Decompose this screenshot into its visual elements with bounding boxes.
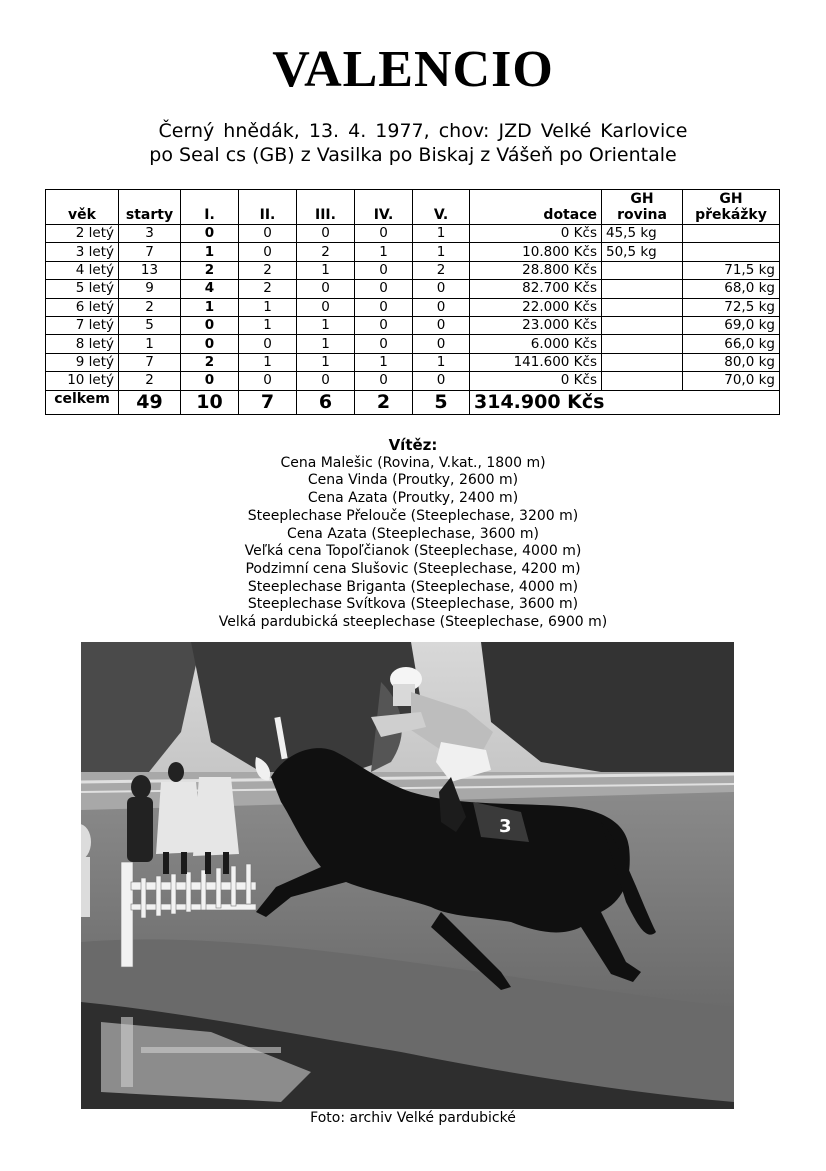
cell-p1: 2 [181, 261, 239, 279]
total-first: 10 [181, 390, 239, 414]
cell-p3: 2 [297, 243, 355, 261]
cell-p2: 0 [239, 225, 297, 243]
table-row [46, 335, 780, 353]
race-win-item: Cena Azata (Steeplechase, 3600 m) [287, 525, 539, 542]
cell-prize: 28.800 Kčs [470, 261, 602, 279]
cell-gh-flat [602, 280, 683, 298]
cell-p2: 1 [239, 298, 297, 316]
total-fourth: 2 [355, 390, 413, 414]
table-row [46, 280, 780, 298]
cell-prize: 6.000 Kčs [470, 335, 602, 353]
race-win-item: Steeplechase Briganta (Steeplechase, 4000 m) [247, 578, 579, 595]
race-win-item: Podzimní cena Slušovic (Steeplechase, 4200 m) [245, 560, 581, 577]
cell-p5: 0 [413, 316, 470, 334]
cell-p4: 0 [355, 316, 413, 334]
cell-prize: 10.800 Kčs [470, 243, 602, 261]
cell-starts: 2 [119, 372, 181, 390]
total-fifth: 5 [413, 390, 470, 414]
cell-gh-jump [683, 225, 780, 243]
table-row [46, 353, 780, 371]
race-win-item: Cena Vinda (Proutky, 2600 m) [307, 472, 519, 489]
table-row [46, 298, 780, 316]
table-row [46, 261, 780, 279]
cell-p5: 1 [413, 353, 470, 371]
col-second: II. [239, 190, 297, 225]
col-fourth: IV. [355, 190, 413, 225]
cell-p4: 0 [355, 372, 413, 390]
cell-gh-flat [602, 335, 683, 353]
cell-starts: 7 [119, 243, 181, 261]
cell-p4: 0 [355, 335, 413, 353]
cell-p1: 0 [181, 316, 239, 334]
table-row [46, 225, 780, 243]
total-prize: 314.900 Kčs [470, 390, 780, 414]
total-third: 6 [297, 390, 355, 414]
cell-starts: 9 [119, 280, 181, 298]
cell-p2: 0 [239, 243, 297, 261]
cell-gh-flat [602, 298, 683, 316]
cell-age: 8 letý [46, 335, 119, 353]
cell-p5: 0 [413, 372, 470, 390]
cell-p5: 0 [413, 335, 470, 353]
cell-p4: 0 [355, 280, 413, 298]
cell-p3: 1 [297, 261, 355, 279]
cell-gh-flat [602, 372, 683, 390]
cell-p1: 0 [181, 372, 239, 390]
cell-gh-jump: 72,5 kg [683, 298, 780, 316]
cell-p4: 1 [355, 243, 413, 261]
cell-p2: 0 [239, 372, 297, 390]
cell-age: 5 letý [46, 280, 119, 298]
cell-age: 10 letý [46, 372, 119, 390]
race-win-item: Veľká cena Topoľčianok (Steeplechase, 4000 m) [244, 543, 582, 560]
race-win-item: Steeplechase Svítkova (Steeplechase, 3600 m) [247, 596, 579, 613]
col-gh-flat [602, 190, 683, 225]
wins-list [0, 437, 826, 632]
cell-gh-flat [602, 353, 683, 371]
cell-p4: 1 [355, 353, 413, 371]
cell-p1: 4 [181, 280, 239, 298]
cell-p2: 2 [239, 280, 297, 298]
col-fifth: V. [413, 190, 470, 225]
total-row [46, 390, 780, 414]
cell-p4: 0 [355, 225, 413, 243]
cell-gh-jump: 66,0 kg [683, 335, 780, 353]
cell-age: 2 letý [46, 225, 119, 243]
cell-gh-flat [602, 316, 683, 334]
cell-prize: 23.000 Kčs [470, 316, 602, 334]
cell-age: 6 letý [46, 298, 119, 316]
cell-p4: 0 [355, 298, 413, 316]
cell-p3: 0 [297, 280, 355, 298]
career-stats-table [45, 189, 780, 415]
cell-p3: 0 [297, 298, 355, 316]
cell-p3: 1 [297, 335, 355, 353]
cell-p5: 0 [413, 280, 470, 298]
table-row [46, 316, 780, 334]
race-win-item: Cena Azata (Proutky, 2400 m) [307, 490, 519, 507]
race-win-item: Velká pardubická steeplechase (Steeplechase, 6900 m) [218, 614, 608, 631]
cell-prize: 0 Kčs [470, 225, 602, 243]
horse-jumping-illustration [81, 642, 734, 1109]
table-row [46, 372, 780, 390]
number-cloth: 3 [499, 816, 512, 837]
table-header-row [46, 190, 780, 225]
horse-name-title: VALENCIO [272, 41, 554, 98]
cell-prize: 82.700 Kčs [470, 280, 602, 298]
race-win-item: Cena Malešic (Rovina, V.kat., 1800 m) [280, 454, 546, 471]
total-label: celkem [46, 390, 119, 414]
cell-starts: 2 [119, 298, 181, 316]
cell-prize: 141.600 Kčs [470, 353, 602, 371]
col-gh-flat-l1: GH [630, 191, 654, 207]
cell-p5: 0 [413, 298, 470, 316]
cell-p1: 2 [181, 353, 239, 371]
wins-heading: Vítěz: [388, 436, 438, 454]
col-age: věk [46, 190, 119, 225]
col-third: III. [297, 190, 355, 225]
cell-age: 3 letý [46, 243, 119, 261]
cell-p3: 0 [297, 372, 355, 390]
total-second: 7 [239, 390, 297, 414]
cell-p2: 2 [239, 261, 297, 279]
col-gh-jump-l2: překážky [695, 207, 767, 223]
col-starts: starty [119, 190, 181, 225]
cell-gh-flat: 45,5 kg [602, 225, 683, 243]
col-first: I. [181, 190, 239, 225]
photo-caption: Foto: archiv Velké pardubické [310, 1110, 516, 1126]
col-prize: dotace [470, 190, 602, 225]
cell-starts: 13 [119, 261, 181, 279]
cell-p5: 1 [413, 243, 470, 261]
cell-p5: 2 [413, 261, 470, 279]
cell-p1: 1 [181, 298, 239, 316]
col-gh-jump [683, 190, 780, 225]
cell-p2: 0 [239, 335, 297, 353]
cell-p3: 1 [297, 353, 355, 371]
cell-age: 4 letý [46, 261, 119, 279]
cell-p5: 1 [413, 225, 470, 243]
cell-gh-jump [683, 243, 780, 261]
cell-p1: 1 [181, 243, 239, 261]
cell-p3: 1 [297, 316, 355, 334]
total-starts: 49 [119, 390, 181, 414]
cell-starts: 5 [119, 316, 181, 334]
cell-gh-flat: 50,5 kg [602, 243, 683, 261]
cell-gh-jump: 70,0 kg [683, 372, 780, 390]
cell-p2: 1 [239, 353, 297, 371]
race-win-item: Steeplechase Přelouče (Steeplechase, 3200 m) [247, 507, 579, 524]
cell-prize: 22.000 Kčs [470, 298, 602, 316]
cell-p4: 0 [355, 261, 413, 279]
cell-gh-flat [602, 261, 683, 279]
cell-prize: 0 Kčs [470, 372, 602, 390]
col-gh-flat-l2: rovina [617, 207, 667, 223]
cell-starts: 7 [119, 353, 181, 371]
cell-starts: 1 [119, 335, 181, 353]
steeplechase-photo [81, 642, 734, 1109]
cell-p1: 0 [181, 335, 239, 353]
cell-p1: 0 [181, 225, 239, 243]
cell-gh-jump: 68,0 kg [683, 280, 780, 298]
cell-gh-jump: 80,0 kg [683, 353, 780, 371]
pedigree-line: po Seal cs (GB) z Vasilka po Biskaj z Vášeň po Orientale [149, 144, 677, 166]
cell-age: 7 letý [46, 316, 119, 334]
table-row [46, 243, 780, 261]
cell-gh-jump: 71,5 kg [683, 261, 780, 279]
horse-details: Černý hnědák, 13. 4. 1977, chov: JZD Velké Karlovice [158, 120, 688, 142]
cell-gh-jump: 69,0 kg [683, 316, 780, 334]
cell-p3: 0 [297, 225, 355, 243]
cell-p2: 1 [239, 316, 297, 334]
cell-starts: 3 [119, 225, 181, 243]
col-gh-jump-l1: GH [719, 191, 743, 207]
cell-age: 9 letý [46, 353, 119, 371]
